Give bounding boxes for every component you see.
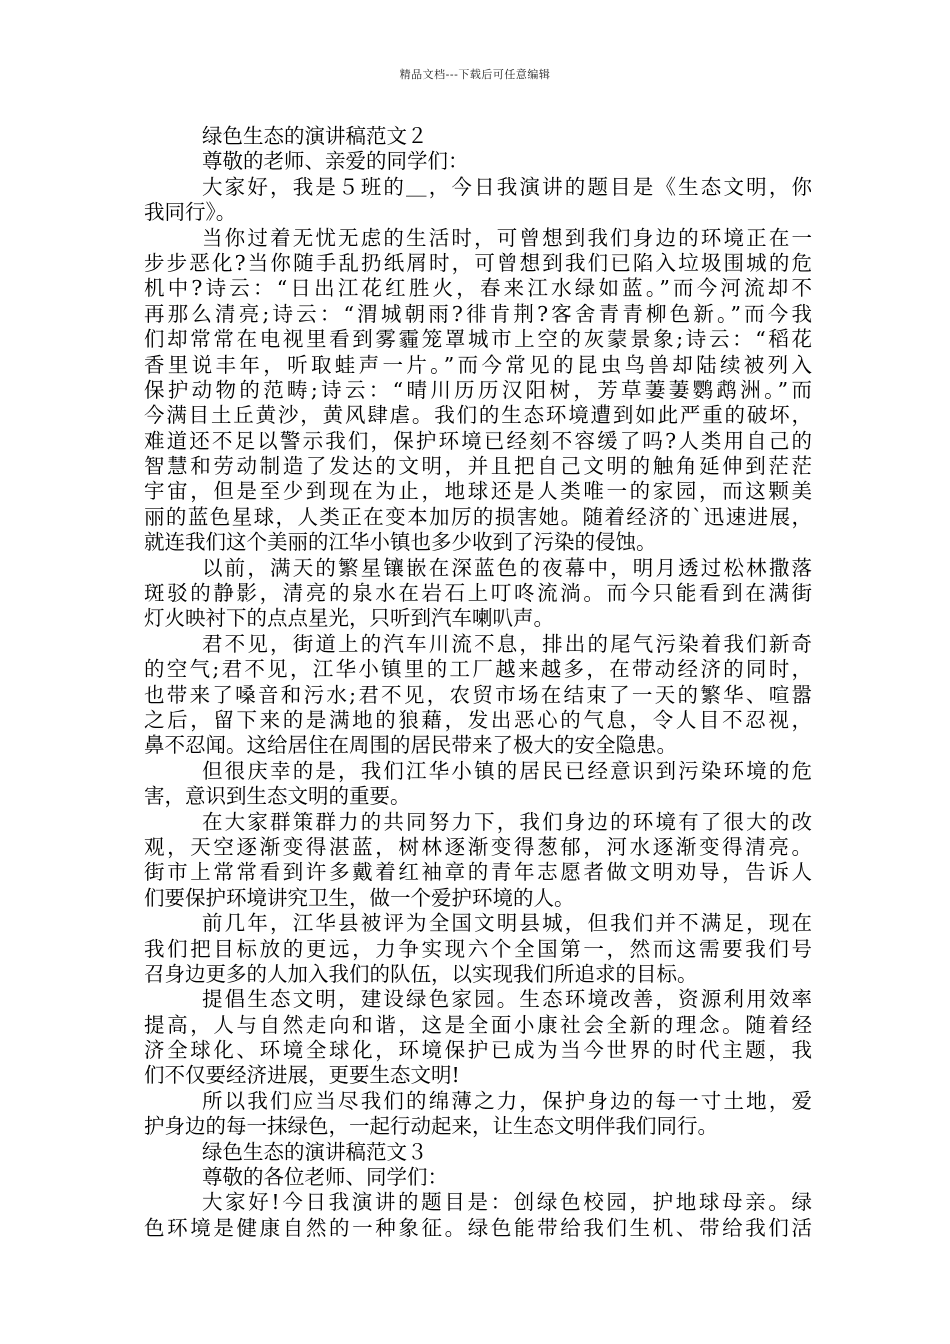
text-line: 智慧和劳动制造了发达的文明，并且把自己文明的触角延伸到茫茫 (144, 454, 812, 479)
text-line: 尊敬的老师、亲爱的同学们： (202, 149, 469, 174)
text-line: 宇宙，但是至少到现在为止，地球还是人类唯一的家园，而这颗美 (144, 479, 812, 504)
text-line: 们要保护环境讲究卫生，做一个爱护环境的人。 (144, 885, 575, 910)
text-line: 灯火映衬下的点点星光，只听到汽车喇叭声。 (144, 606, 554, 631)
text-line: 大家好，我是５班的＿，今日我演讲的题目是《生态文明，你 (202, 174, 812, 199)
text-line: 当你过着无忧无虑的生活时，可曾想到我们身边的环境正在一 (202, 225, 812, 250)
text-line: 就连我们这个美丽的江华小镇也多少收到了污染的侵蚀。 (144, 530, 657, 555)
text-line: 护身边的每一抹绿色，一起行动起来，让生态文明伴我们同行。 (144, 1114, 718, 1139)
text-line: 在大家群策群力的共同努力下，我们身边的环境有了很大的改 (202, 809, 812, 834)
text-line: 提高，人与自然走向和谐，这是全面小康社会全新的理念。随着经 (144, 1012, 812, 1037)
text-line: 观，天空逐渐变得湛蓝，树林逐渐变得葱郁，河水逐渐变得清亮。 (144, 834, 812, 859)
page-header: 精品文档---下载后可任意编辑 (399, 68, 551, 81)
text-line: 召身边更多的人加入我们的队伍，以实现我们所追求的目标。 (144, 961, 698, 986)
text-line: 保护动物的范畴;诗云：“晴川历历汉阳树，芳草萋萋鹦鹉洲。”而 (144, 377, 812, 402)
document-body (144, 124, 812, 1241)
text-line: 今满目土丘黄沙，黄风肆虐。我们的生态环境遭到如此严重的破坏， (144, 403, 812, 428)
text-line: 也带来了嗓音和污水;君不见，农贸市场在结束了一天的繁华、喧嚣 (144, 682, 812, 707)
text-line: 香里说丰年，听取蛙声一片。”而今常见的昆虫鸟兽却陆续被列入 (144, 352, 812, 377)
text-line: 们却常常在电视里看到雾霾笼罩城市上空的灰蒙景象;诗云：“稻花 (144, 327, 812, 352)
text-line: 之后，留下来的是满地的狼藉，发出恶心的气息，令人目不忍视， (144, 707, 812, 732)
text-line: 绿色生态的演讲稿范文３ (202, 1139, 428, 1164)
text-line: 大家好!今日我演讲的题目是：创绿色校园，护地球母亲。绿 (202, 1190, 812, 1215)
text-line: 但很庆幸的是，我们江华小镇的居民已经意识到污染环境的危 (202, 758, 812, 783)
text-line: 绿色生态的演讲稿范文２ (202, 124, 428, 148)
text-line: 尊敬的各位老师、同学们： (202, 1165, 448, 1190)
text-line: 我同行》。 (144, 200, 237, 225)
text-line: 我们把目标放的更远，力争实现六个全国第一，然而这需要我们号 (144, 936, 812, 961)
text-line: 步步恶化?当你随手乱扔纸屑时，可曾想到我们已陷入垃圾围城的危 (144, 250, 812, 275)
text-line: 斑驳的静影，清亮的泉水在岩石上叮咚流淌。而今只能看到在满街 (144, 581, 812, 606)
text-line: 色环境是健康自然的一种象征。绿色能带给我们生机、带给我们活 (144, 1215, 812, 1240)
text-line: 君不见，街道上的汽车川流不息，排出的尾气污染着我们新奇 (202, 631, 812, 656)
text-line: 提倡生态文明，建设绿色家园。生态环境改善，资源利用效率 (202, 987, 812, 1012)
text-line: 前几年，江华县被评为全国文明县城，但我们并不满足，现在 (202, 911, 812, 936)
text-line: 机中?诗云：“日出江花红胜火，春来江水绿如蓝。”而今河流却不 (144, 276, 812, 301)
text-line: 济全球化、环境全球化，环境保护已成为当今世界的时代主题，我 (144, 1038, 812, 1063)
text-line: 们不仅要经济进展，更要生态文明! (144, 1063, 460, 1088)
text-line: 丽的蓝色星球，人类正在变本加厉的损害她。随着经济的`迅速进展， (144, 504, 812, 529)
text-line: 难道还不足以警示我们，保护环境已经刻不容缓了吗?人类用自己的 (144, 428, 812, 453)
text-line: 的空气;君不见，江华小镇里的工厂越来越多，在带动经济的同时， (144, 657, 812, 682)
text-line: 街市上常常看到许多戴着红袖章的青年志愿者做文明劝导，告诉人 (144, 860, 812, 885)
text-line: 所以我们应当尽我们的绵薄之力，保护身边的每一寸土地，爱 (202, 1088, 812, 1113)
text-line: 害，意识到生态文明的重要。 (144, 784, 411, 809)
text-line: 鼻不忍闻。这给居住在周围的居民带来了极大的安全隐患。 (144, 733, 677, 758)
text-line: 再那么清亮;诗云：“渭城朝雨?徘肯荆?客舍青青柳色新。”而今我 (144, 301, 812, 326)
text-line: 以前，满天的繁星镶嵌在深蓝色的夜幕中，明月透过松林撒落 (202, 555, 812, 580)
